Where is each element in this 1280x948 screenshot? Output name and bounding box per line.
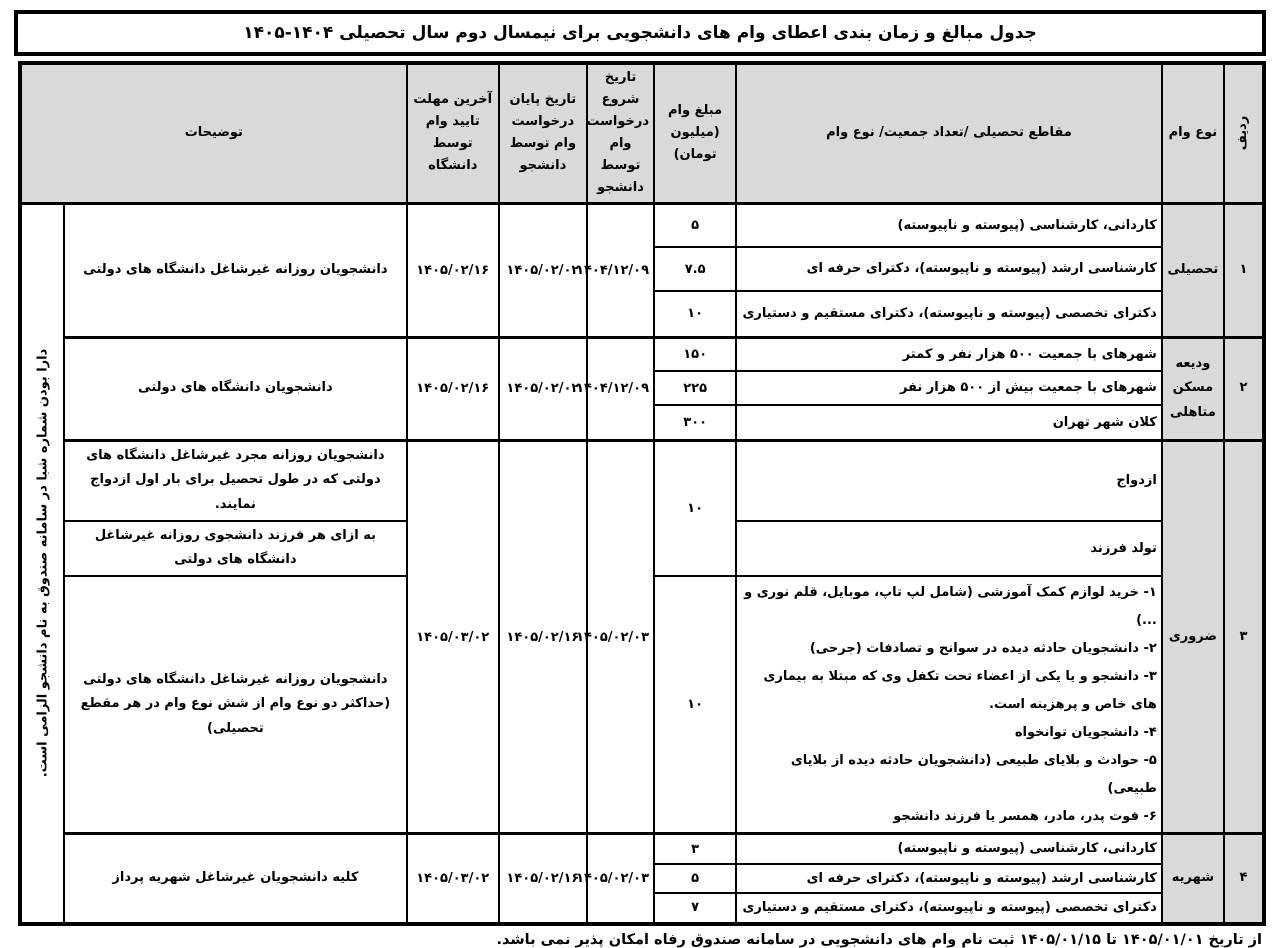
page-title: جدول مبالغ و زمان بندی اعطای وام های دانشجویی برای نیمسال دوم سال تحصیلی ۱۴۰۴-۱۴۰۵ xyxy=(14,10,1266,56)
row1-amount-1: ۵ xyxy=(654,203,736,247)
row1-start-date: ۱۴۰۴/۱۲/۰۹ xyxy=(587,203,654,337)
row3-note-list xyxy=(64,576,407,834)
row2-level-3: کلان شهر تهران xyxy=(736,405,1162,440)
emergency-item-2: ۲- دانشجویان حادثه دیده در سوانح و تصادفات (جرحی) xyxy=(809,640,1157,656)
row2-deadline: ۱۴۰۵/۰۲/۱۶ xyxy=(407,337,499,440)
row4-loan-type: شهریه xyxy=(1162,834,1224,924)
table-row xyxy=(20,834,1264,864)
row2-amount-2: ۲۲۵ xyxy=(654,371,736,405)
emergency-item-6: ۶- فوت پدر، مادر، همسر یا فرزند دانشجو xyxy=(893,808,1157,824)
row1-loan-type: تحصیلی xyxy=(1162,203,1224,337)
row2-end-date: ۱۴۰۵/۰۲/۰۲ xyxy=(499,337,587,440)
row3-deadline: ۱۴۰۵/۰۳/۰۲ xyxy=(407,440,499,834)
row2-number: ۲ xyxy=(1224,337,1264,440)
row1-level-2: کارشناسی ارشد (پیوسته و ناپیوسته)، دکترای حرفه ای xyxy=(736,247,1162,291)
row4-level-2: کارشناسی ارشد (پیوسته و ناپیوسته)، دکترای حرفه ای xyxy=(736,864,1162,893)
row3-emergency-list xyxy=(736,576,1162,834)
row1-amount-2: ۷.۵ xyxy=(654,247,736,291)
table-row xyxy=(20,440,1264,521)
row3-amount-marriage: ۱۰ xyxy=(654,440,736,576)
header-loan-type: نوع وام xyxy=(1162,63,1224,203)
header-notes: توضیحات xyxy=(20,63,407,203)
header-end-date: تاریخ پایان درخواست وام توسط دانشجو xyxy=(499,63,587,203)
row4-deadline: ۱۴۰۵/۰۳/۰۲ xyxy=(407,834,499,924)
sheba-side-note: دارا بودن شماره شبا در سامانه صندوق به نام دانشجو الزامی است. xyxy=(35,348,51,778)
row3-note-marriage: دانشجویان روزانه مجرد غیرشاغل دانشگاه های دولتی که در طول تحصیل برای بار اول ازدواج نمایند. xyxy=(64,440,407,521)
emergency-item-5: ۵- حوادث و بلایای طبیعی (دانشجویان حادثه دیده از بلایای طبیعی) xyxy=(790,752,1157,796)
row4-number: ۴ xyxy=(1224,834,1264,924)
row4-amount-2: ۵ xyxy=(654,864,736,893)
row3-loan-type: ضروری xyxy=(1162,440,1224,834)
row2-level-2: شهرهای با جمعیت بیش از ۵۰۰ هزار نفر xyxy=(736,371,1162,405)
row2-note: دانشجویان دانشگاه های دولتی xyxy=(64,337,407,440)
loan-schedule-table xyxy=(18,61,1266,926)
row3-end-date: ۱۴۰۵/۰۲/۱۶ xyxy=(499,440,587,834)
header-amount: مبلغ وام (میلیون تومان) xyxy=(654,63,736,203)
row4-amount-3: ۷ xyxy=(654,893,736,923)
row-number-label: ردیف xyxy=(1235,116,1251,151)
row2-amount-1: ۱۵۰ xyxy=(654,337,736,371)
row3-level-marriage: ازدواج xyxy=(736,440,1162,521)
row4-amount-1: ۳ xyxy=(654,834,736,864)
header-start-date: تاریخ شروع درخواست وام توسط دانشجو xyxy=(587,63,654,203)
row3-level-child: تولد فرزند xyxy=(736,521,1162,576)
row4-start-date: ۱۴۰۵/۰۲/۰۳ xyxy=(587,834,654,924)
table-header-row xyxy=(20,63,1264,203)
row1-number: ۱ xyxy=(1224,203,1264,337)
row2-start-date: ۱۴۰۴/۱۲/۰۹ xyxy=(587,337,654,440)
row2-level-1: شهرهای با جمعیت ۵۰۰ هزار نفر و کمتر xyxy=(736,337,1162,371)
row1-amount-3: ۱۰ xyxy=(654,291,736,337)
row3-start-date: ۱۴۰۵/۰۲/۰۳ xyxy=(587,440,654,834)
header-approve-deadline: آخرین مهلت تایید وام توسط دانشگاه xyxy=(407,63,499,203)
emergency-item-3: ۳- دانشجو و یا یکی از اعضاء تحت تکفل وی که مبتلا به بیماری های خاص و پرهزینه است. xyxy=(763,668,1157,712)
table-row xyxy=(20,203,1264,247)
row2-amount-3: ۳۰۰ xyxy=(654,405,736,440)
header-row-number xyxy=(1224,63,1264,203)
row1-deadline: ۱۴۰۵/۰۲/۱۶ xyxy=(407,203,499,337)
sheba-side-note-cell xyxy=(20,203,64,924)
row4-level-3: دکترای تخصصی (پیوسته و ناپیوسته)، دکترای مستقیم و دستیاری xyxy=(736,893,1162,923)
row3-amount-list: ۱۰ xyxy=(654,576,736,834)
row1-end-date: ۱۴۰۵/۰۲/۰۲ xyxy=(499,203,587,337)
emergency-item-1: ۱- خرید لوازم کمک آموزشی (شامل لپ تاپ، موبایل، قلم نوری و ...) xyxy=(744,585,1157,628)
row1-note: دانشجویان روزانه غیرشاغل دانشگاه های دولتی xyxy=(64,203,407,337)
row2-loan-type: ودیعه مسکن متاهلی xyxy=(1162,337,1224,440)
row3-note-child: به ازای هر فرزند دانشجوی روزانه غیرشاغل دانشگاه های دولتی xyxy=(64,521,407,576)
table-row xyxy=(20,337,1264,371)
row1-level-3: دکترای تخصصی (پیوسته و ناپیوسته)، دکترای مستقیم و دستیاری xyxy=(736,291,1162,337)
emergency-item-4: ۴- دانشجویان توانخواه xyxy=(1014,724,1157,740)
row3-number: ۳ xyxy=(1224,440,1264,834)
row3-note-list-line2: (حداکثر دو نوع وام از شش نوع وام در هر مقطع تحصیلی) xyxy=(80,696,391,737)
row4-note: کلیه دانشجویان غیرشاغل شهریه پرداز xyxy=(64,834,407,924)
row1-level-1: کاردانی، کارشناسی (پیوسته و ناپیوسته) xyxy=(736,203,1162,247)
row4-level-1: کاردانی، کارشناسی (پیوسته و ناپیوسته) xyxy=(736,834,1162,864)
row4-end-date: ۱۴۰۵/۰۲/۱۶ xyxy=(499,834,587,924)
footer-note: از تاریخ ۱۴۰۵/۰۱/۰۱ تا ۱۴۰۵/۰۱/۱۵ ثبت نام وام های دانشجویی در سامانه صندوق رفاه امکان پذیر نمی باشد. xyxy=(496,931,1262,948)
header-levels: مقاطع تحصیلی /تعداد جمعیت/ نوع وام xyxy=(736,63,1162,203)
row3-note-list-line1: دانشجویان روزانه غیرشاغل دانشگاه های دولتی xyxy=(83,671,388,687)
